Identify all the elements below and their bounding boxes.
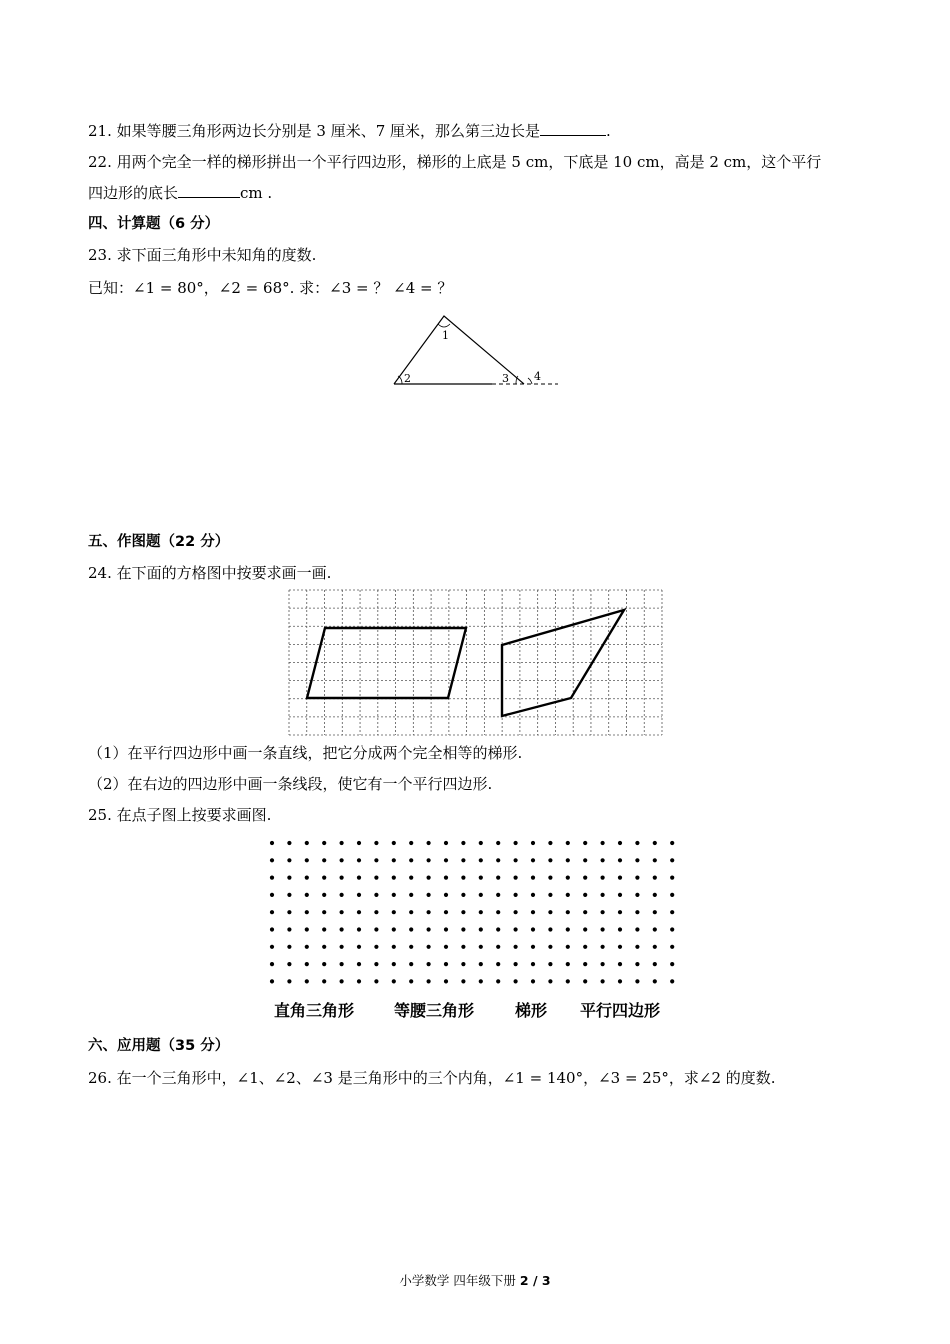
grid-dot[interactable]: [357, 858, 361, 862]
grid-dot[interactable]: [357, 841, 361, 845]
grid-dot[interactable]: [409, 962, 413, 966]
grid-dot[interactable]: [322, 979, 326, 983]
grid-dot[interactable]: [270, 841, 274, 845]
grid-dot[interactable]: [635, 927, 639, 931]
grid-dot[interactable]: [322, 910, 326, 914]
grid-dot[interactable]: [409, 979, 413, 983]
grid-dot[interactable]: [618, 962, 622, 966]
grid-dot[interactable]: [601, 962, 605, 966]
grid-dot[interactable]: [670, 841, 674, 845]
grid-dot[interactable]: [653, 945, 657, 949]
grid-dot[interactable]: [427, 858, 431, 862]
grid-dot[interactable]: [548, 979, 552, 983]
grid-dot[interactable]: [670, 876, 674, 880]
grid-dot[interactable]: [479, 910, 483, 914]
grid-dot[interactable]: [479, 979, 483, 983]
grid-dot[interactable]: [653, 927, 657, 931]
grid-dot[interactable]: [270, 858, 274, 862]
grid-dot[interactable]: [566, 910, 570, 914]
question-22-line1: 22. 用两个完全一样的梯形拼出一个平行四边形，梯形的上底是 5 cm，下底是 10 cm，高是 2 cm，这个平行: [88, 153, 822, 171]
answer-blank-22[interactable]: [178, 183, 240, 198]
grid-dot[interactable]: [635, 945, 639, 949]
grid-dot[interactable]: [531, 945, 535, 949]
grid-dot[interactable]: [340, 876, 344, 880]
grid-dot[interactable]: [340, 979, 344, 983]
grid-dot[interactable]: [531, 910, 535, 914]
grid-dot[interactable]: [670, 945, 674, 949]
grid-dot[interactable]: [409, 910, 413, 914]
grid-dot[interactable]: [357, 979, 361, 983]
grid-dot[interactable]: [392, 858, 396, 862]
grid-dot[interactable]: [287, 841, 291, 845]
grid-dot[interactable]: [496, 841, 500, 845]
grid-dot[interactable]: [392, 945, 396, 949]
grid-dot[interactable]: [618, 876, 622, 880]
grid-dot[interactable]: [357, 910, 361, 914]
grid-dot[interactable]: [531, 927, 535, 931]
grid-dot[interactable]: [461, 979, 465, 983]
grid-dot[interactable]: [461, 910, 465, 914]
grid-dot[interactable]: [514, 945, 518, 949]
grid-dot[interactable]: [618, 927, 622, 931]
grid-dot[interactable]: [287, 979, 291, 983]
triangle-figure: [388, 310, 568, 390]
grid-dot[interactable]: [496, 858, 500, 862]
page-footer: [0, 1271, 950, 1289]
grid-dot[interactable]: [444, 858, 448, 862]
grid-dot[interactable]: [305, 876, 309, 880]
question-26: 26. 在一个三角形中，∠1、∠2、∠3 是三角形中的三个内角，∠1 = 140°，∠3 = 25°，求∠2 的度数.: [88, 1069, 776, 1087]
grid-dot[interactable]: [270, 979, 274, 983]
grid-dot[interactable]: [601, 927, 605, 931]
grid-dot[interactable]: [427, 962, 431, 966]
grid-dot[interactable]: [322, 927, 326, 931]
grid-dot[interactable]: [444, 962, 448, 966]
grid-dot[interactable]: [427, 876, 431, 880]
grid-dot[interactable]: [374, 945, 378, 949]
grid-dot[interactable]: [583, 945, 587, 949]
grid-dot[interactable]: [461, 876, 465, 880]
grid-dot[interactable]: [374, 893, 378, 897]
grid-dot[interactable]: [531, 858, 535, 862]
grid-dot[interactable]: [392, 910, 396, 914]
grid-dot[interactable]: [374, 910, 378, 914]
grid-dot[interactable]: [322, 841, 326, 845]
grid-dot[interactable]: [392, 876, 396, 880]
answer-blank-21[interactable]: [540, 121, 606, 136]
angle-label-2: 2: [404, 372, 411, 385]
grid-dot[interactable]: [287, 893, 291, 897]
grid-dot[interactable]: [392, 927, 396, 931]
grid-dot[interactable]: [322, 858, 326, 862]
grid-dot[interactable]: [287, 927, 291, 931]
grid-dot[interactable]: [635, 841, 639, 845]
grid-dot[interactable]: [496, 945, 500, 949]
grid-dot[interactable]: [653, 979, 657, 983]
grid-dot[interactable]: [340, 910, 344, 914]
grid-dot[interactable]: [583, 927, 587, 931]
grid-dot[interactable]: [357, 876, 361, 880]
grid-dot[interactable]: [635, 979, 639, 983]
grid-dot[interactable]: [566, 893, 570, 897]
grid-dot[interactable]: [270, 876, 274, 880]
grid-dot[interactable]: [548, 962, 552, 966]
grid-dot[interactable]: [601, 945, 605, 949]
angle-label-1: 1: [442, 329, 449, 342]
grid-dot[interactable]: [618, 858, 622, 862]
grid-dot[interactable]: [340, 858, 344, 862]
grid-dot[interactable]: [635, 893, 639, 897]
grid-dot[interactable]: [461, 962, 465, 966]
grid-dot[interactable]: [305, 962, 309, 966]
dot-grid[interactable]: [268, 839, 688, 989]
grid-dot[interactable]: [322, 962, 326, 966]
grid-dot[interactable]: [548, 927, 552, 931]
grid-dot[interactable]: [444, 945, 448, 949]
grid-dot[interactable]: [479, 945, 483, 949]
grid-dot[interactable]: [340, 927, 344, 931]
caption-trapezoid: 梯形: [515, 1001, 548, 1020]
caption-right-triangle: 直角三角形: [274, 1001, 355, 1020]
grid-dot[interactable]: [287, 945, 291, 949]
grid-dot[interactable]: [514, 927, 518, 931]
grid-dot[interactable]: [514, 876, 518, 880]
angle-label-4: 4: [534, 370, 541, 383]
grid-dot[interactable]: [461, 945, 465, 949]
grid-dot[interactable]: [670, 858, 674, 862]
grid-dot[interactable]: [305, 910, 309, 914]
grid-dot[interactable]: [409, 841, 413, 845]
grid-dot[interactable]: [618, 841, 622, 845]
grid-dot[interactable]: [357, 945, 361, 949]
grid-dot[interactable]: [514, 910, 518, 914]
grid-dot[interactable]: [374, 858, 378, 862]
question-25: 25. 在点子图上按要求画图.: [88, 806, 272, 824]
grid-dot[interactable]: [305, 927, 309, 931]
grid-dot[interactable]: [287, 910, 291, 914]
grid-dot[interactable]: [601, 841, 605, 845]
grid-dot[interactable]: [618, 893, 622, 897]
grid-dot[interactable]: [287, 858, 291, 862]
question-21: [88, 121, 611, 141]
grid-dot[interactable]: [653, 910, 657, 914]
grid-dot[interactable]: [566, 841, 570, 845]
question-24-part2: （2）在右边的四边形中画一条线段，使它有一个平行四边形.: [88, 775, 493, 793]
grid-dot[interactable]: [566, 927, 570, 931]
grid-dot[interactable]: [287, 876, 291, 880]
grid-dot[interactable]: [531, 893, 535, 897]
grid-dot[interactable]: [635, 910, 639, 914]
grid-dot[interactable]: [583, 962, 587, 966]
grid-dot[interactable]: [601, 893, 605, 897]
grid-dot[interactable]: [374, 962, 378, 966]
grid-dot[interactable]: [340, 962, 344, 966]
grid-dot[interactable]: [583, 979, 587, 983]
grid-dot[interactable]: [548, 841, 552, 845]
grid-dot[interactable]: [670, 979, 674, 983]
grid-dot[interactable]: [479, 841, 483, 845]
grid-dot[interactable]: [357, 893, 361, 897]
angle-label-3: 3: [502, 372, 509, 385]
footer-subject: 小学数学 四年级下册: [399, 1273, 516, 1288]
grid-dot[interactable]: [427, 910, 431, 914]
grid-dot[interactable]: [409, 927, 413, 931]
grid-dot[interactable]: [566, 979, 570, 983]
footer-page-number: 2 / 3: [519, 1273, 551, 1288]
grid-dot[interactable]: [514, 893, 518, 897]
grid-dot[interactable]: [340, 945, 344, 949]
grid-dot[interactable]: [514, 841, 518, 845]
grid-dot[interactable]: [583, 858, 587, 862]
grid-dot[interactable]: [322, 893, 326, 897]
grid-dot[interactable]: [635, 962, 639, 966]
question-23-given: 已知：∠1 = 80°，∠2 = 68°. 求：∠3 = ？ ∠4 = ？: [88, 279, 453, 297]
question-22-unit: cm .: [240, 184, 273, 202]
grid-dot[interactable]: [461, 893, 465, 897]
grid-dot[interactable]: [548, 945, 552, 949]
grid-dot[interactable]: [305, 893, 309, 897]
grid-dot[interactable]: [270, 893, 274, 897]
grid-dot[interactable]: [444, 876, 448, 880]
grid-dot[interactable]: [374, 841, 378, 845]
grid-dot[interactable]: [670, 910, 674, 914]
grid-dot[interactable]: [670, 962, 674, 966]
grid-dot[interactable]: [548, 876, 552, 880]
grid-dot[interactable]: [618, 910, 622, 914]
grid-dot[interactable]: [374, 979, 378, 983]
grid-lines: [289, 590, 662, 735]
grid-dot[interactable]: [670, 893, 674, 897]
grid-dot[interactable]: [583, 893, 587, 897]
grid-dot[interactable]: [409, 945, 413, 949]
grid-dot[interactable]: [618, 945, 622, 949]
grid-dot[interactable]: [479, 893, 483, 897]
grid-dot[interactable]: [461, 858, 465, 862]
grid-dot[interactable]: [427, 945, 431, 949]
grid-dot[interactable]: [531, 841, 535, 845]
grid-dot[interactable]: [479, 927, 483, 931]
caption-isosceles-triangle: 等腰三角形: [394, 1001, 475, 1020]
question-21-text: 21. 如果等腰三角形两边长分别是 3 厘米、7 厘米，那么第三边长是: [88, 122, 541, 140]
grid-dot[interactable]: [357, 962, 361, 966]
grid-dot[interactable]: [566, 858, 570, 862]
grid-dot[interactable]: [340, 841, 344, 845]
grid-dot[interactable]: [322, 945, 326, 949]
grid-dot[interactable]: [374, 927, 378, 931]
grid-dot[interactable]: [392, 979, 396, 983]
grid-dot[interactable]: [670, 927, 674, 931]
grid-dot[interactable]: [514, 979, 518, 983]
grid-dot[interactable]: [496, 893, 500, 897]
grid-dot[interactable]: [496, 910, 500, 914]
grid-dot[interactable]: [270, 927, 274, 931]
grid-dot[interactable]: [270, 910, 274, 914]
grid-dot[interactable]: [287, 962, 291, 966]
question-24-part1: （1）在平行四边形中画一条直线，把它分成两个完全相等的梯形.: [88, 744, 523, 762]
grid-dot[interactable]: [427, 841, 431, 845]
grid-dot[interactable]: [444, 893, 448, 897]
question-24: 24. 在下面的方格图中按要求画一画.: [88, 564, 332, 582]
grid-dot[interactable]: [392, 893, 396, 897]
grid-dot[interactable]: [305, 858, 309, 862]
grid-dot[interactable]: [566, 962, 570, 966]
grid-dot[interactable]: [548, 858, 552, 862]
grid-dot[interactable]: [479, 962, 483, 966]
grid-dot[interactable]: [618, 979, 622, 983]
grid-dot[interactable]: [322, 876, 326, 880]
grid-dot[interactable]: [531, 962, 535, 966]
section-5-title: 五、作图题（22 分）: [88, 534, 230, 550]
grid-dot[interactable]: [444, 927, 448, 931]
grid-dot[interactable]: [461, 927, 465, 931]
grid-dot[interactable]: [461, 841, 465, 845]
grid-dot[interactable]: [444, 910, 448, 914]
question-23: 23. 求下面三角形中未知角的度数.: [88, 246, 317, 264]
grid-dot[interactable]: [357, 927, 361, 931]
grid-dot[interactable]: [305, 979, 309, 983]
question-22-text: 四边形的底长: [88, 184, 179, 202]
parallelogram-shape: [307, 628, 466, 698]
grid-dot[interactable]: [392, 841, 396, 845]
grid-dot[interactable]: [653, 893, 657, 897]
grid-dot[interactable]: [496, 962, 500, 966]
grid-dot[interactable]: [496, 979, 500, 983]
grid-dot[interactable]: [601, 876, 605, 880]
grid-dot[interactable]: [496, 927, 500, 931]
grid-dot[interactable]: [653, 962, 657, 966]
grid-dot[interactable]: [653, 876, 657, 880]
grid-dot[interactable]: [496, 876, 500, 880]
grid-dot[interactable]: [566, 945, 570, 949]
grid-dot[interactable]: [305, 841, 309, 845]
question-21-end: .: [606, 122, 611, 140]
grid-dot[interactable]: [548, 893, 552, 897]
grid-dot[interactable]: [583, 876, 587, 880]
grid-dot[interactable]: [409, 876, 413, 880]
grid-dot[interactable]: [566, 876, 570, 880]
grid-dot[interactable]: [374, 876, 378, 880]
grid-dot[interactable]: [601, 910, 605, 914]
grid-dot[interactable]: [340, 893, 344, 897]
grid-dot[interactable]: [479, 876, 483, 880]
section-4-title: 四、计算题（6 分）: [88, 216, 220, 232]
grid-dot[interactable]: [514, 858, 518, 862]
grid-figure[interactable]: [289, 590, 662, 735]
grid-dot[interactable]: [635, 876, 639, 880]
grid-dot[interactable]: [270, 945, 274, 949]
grid-dot[interactable]: [583, 841, 587, 845]
grid-dot[interactable]: [444, 979, 448, 983]
grid-dot[interactable]: [531, 979, 535, 983]
grid-dot[interactable]: [409, 893, 413, 897]
grid-dot[interactable]: [427, 927, 431, 931]
section-6-title: 六、应用题（35 分）: [88, 1038, 230, 1054]
grid-dot[interactable]: [601, 979, 605, 983]
grid-dot[interactable]: [653, 841, 657, 845]
grid-dot[interactable]: [444, 841, 448, 845]
grid-dot[interactable]: [392, 962, 396, 966]
grid-dot[interactable]: [548, 910, 552, 914]
grid-dot[interactable]: [270, 962, 274, 966]
grid-dot[interactable]: [531, 876, 535, 880]
grid-dot[interactable]: [409, 858, 413, 862]
grid-dot[interactable]: [427, 893, 431, 897]
grid-dot[interactable]: [427, 979, 431, 983]
grid-dot[interactable]: [305, 945, 309, 949]
grid-dot[interactable]: [583, 910, 587, 914]
grid-dot[interactable]: [514, 962, 518, 966]
question-22-line2: [88, 183, 272, 203]
caption-parallelogram: 平行四边形: [580, 1001, 661, 1020]
grid-dot[interactable]: [653, 858, 657, 862]
grid-dot[interactable]: [601, 858, 605, 862]
grid-dot[interactable]: [635, 858, 639, 862]
grid-dot[interactable]: [479, 858, 483, 862]
